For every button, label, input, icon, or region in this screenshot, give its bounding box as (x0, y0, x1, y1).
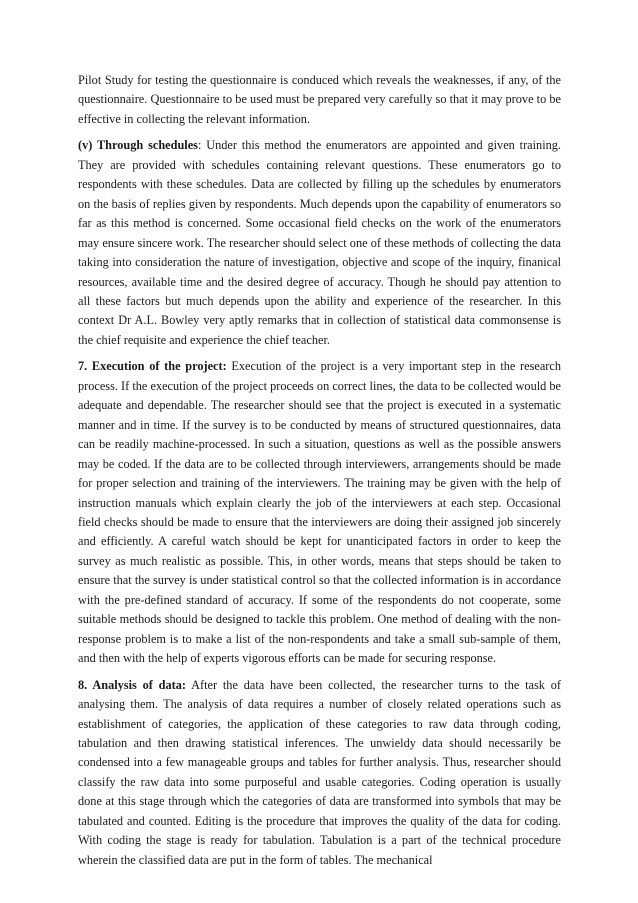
paragraph-through-schedules (78, 136, 561, 350)
paragraph-execution-of-project (78, 357, 561, 668)
paragraph-heading: 8. Analysis of data: (78, 677, 186, 692)
paragraph-body: : Under this method the enumerators are appointed and given training. They are provided with schedules containing relevant questions. These enumerators go to respondents with these schedules. Data are collected by filling up the schedules by enumerators on the basis of replies given by respondents. Much depends upon the capability of enumerators so far as this method is concerned. Some occasional field checks on the work of the enumerators may ensure sincere work. The researcher should select one of these methods of collecting the data taking into consideration the nature of investigation, objective and scope of the inquiry, finanical resources, available time and the desired degree of accuracy. Though he should pay attention to all these factors but much depends upon the ability and experience of the researcher. In this context Dr A.L. Bowley very aptly remarks that in collection of statistical data commonsense is the chief requisite and experience the chief teacher. (78, 138, 561, 347)
paragraph-analysis-of-data (78, 676, 561, 871)
paragraph-body: Pilot Study for testing the questionnaire is conduced which reveals the weaknesses, if any, of the questionnaire. Questionnaire to be used must be prepared very carefully so that it may prove to be effective in collecting the relevant information. (78, 73, 561, 126)
paragraph-body: After the data have been collected, the researcher turns to the task of analysing them. The analysis of data requires a number of closely related operations such as establishment of categories, the application of these categories to raw data through coding, tabulation and then drawing statistical inferences. The unwieldy data should necessarily be condensed into a few manageable groups and tables for further analysis. Thus, researcher should classify the raw data into some purposeful and usable categories. Coding operation is usually done at this stage through which the categories of data are transformed into symbols that may be tabulated and counted. Editing is the procedure that improves the quality of the data for coding. With coding the stage is ready for tabulation. Tabulation is a part of the technical procedure wherein the classified data are put in the form of tables. The mechanical (78, 677, 561, 867)
paragraph-heading: 7. Execution of the project: (78, 359, 227, 374)
document-page (78, 71, 561, 877)
paragraph-body: Execution of the project is a very important step in the research process. If the execution of the project proceeds on correct lines, the data to be collected would be adequate and dependable. The researcher should see that the project is executed in a systematic manner and in time. If the survey is to be conducted by means of structured questionnaires, data can be readily machine-processed. In such a situation, questions as well as the possible answers may be coded. If the data are to be collected through interviewers, arrangements should be made for proper selection and training of the interviewers. The training may be given with the help of instruction manuals which explain clearly the job of the interviewers at each step. Occasional field checks should be made to ensure that the interviewers are doing their assigned job sincerely and efficiently. A careful watch should be kept for unanticipated factors in order to keep the survey as much realistic as possible. This, in other words, means that steps should be taken to ensure that the survey is under statistical control so that the collected information is in accordance with the pre-defined standard of accuracy. If some of the respondents do not cooperate, some suitable methods should be designed to tackle this problem. One method of dealing with the non-response problem is to make a list of the non-respondents and take a small sub-sample of them, and then with the help of experts vigorous efforts can be made for securing response. (78, 359, 562, 666)
paragraph-pilot-study (78, 71, 561, 129)
paragraph-heading: (v) Through schedules (78, 138, 198, 153)
